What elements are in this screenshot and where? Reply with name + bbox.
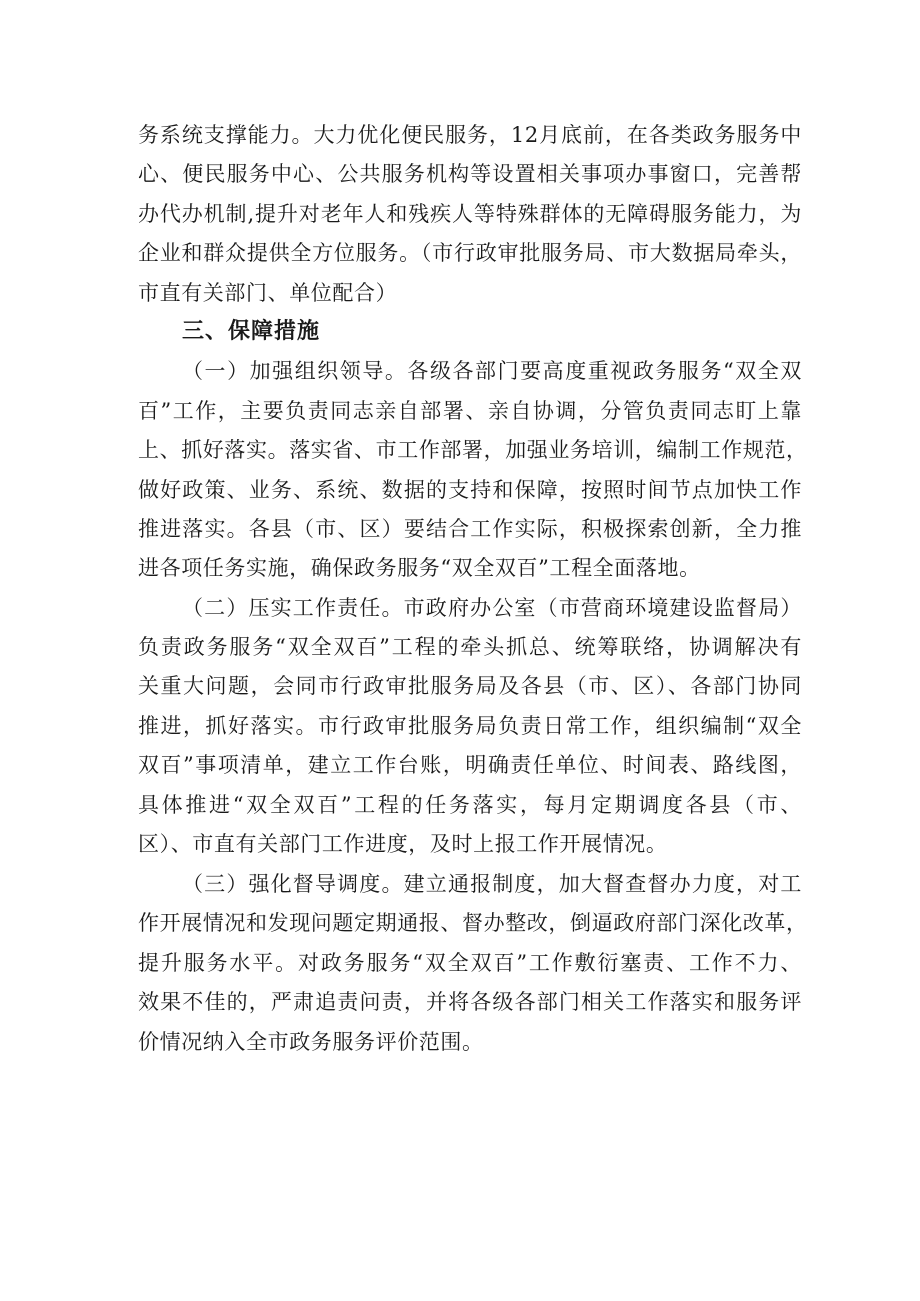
text-line: 上、抓好落实。落实省、市工作部署，加强业务培训，编制工作规范， — [138, 438, 808, 463]
text-line: 做好政策、业务、系统、数据的支持和保障，按照时间节点加快工作 — [138, 477, 802, 502]
text-line: 推进落实。各县（市、区）要结合工作实际，积极探索创新，全力推 — [138, 516, 802, 541]
text-line: （一）加强组织领导。各级各部门要高度重视政务服务“双全双 — [182, 359, 802, 384]
text-line: 作开展情况和发现问题定期通报、督办整改，倒逼政府部门深化改革， — [138, 911, 808, 936]
text-line: 价情况纳入全市政务服务评价范围。 — [138, 1029, 484, 1054]
text-line: （二）压实工作责任。市政府办公室（市营商环境建设监督局） — [182, 595, 802, 620]
text-line: （三）强化督导调度。建立通报制度，加大督查督办力度，对工 — [182, 872, 802, 897]
paragraph-3 — [138, 867, 808, 1059]
paragraph-1 — [138, 354, 808, 585]
text-line: 区）、市直有关部门工作进度，及时上报工作开展情况。 — [138, 832, 668, 857]
paragraph-intro — [138, 118, 802, 310]
text-line: 心、便民服务中心、公共服务机构等设置相关事项办事窗口，完善帮 — [138, 162, 802, 187]
text-line: 推进，抓好落实。市行政审批服务局负责日常工作，组织编制“双全 — [138, 713, 802, 738]
text-line: 务系统支撑能力。大力优化便民服务，12月底前，在各类政务服务中 — [138, 123, 802, 147]
text-line: 负责政务服务“双全双百”工程的牵头抓总、统筹联络，协调解决有 — [138, 635, 802, 660]
text-line: 效果不佳的，严肃追责问责，并将各级各部门相关工作落实和服务评 — [138, 990, 802, 1015]
paragraph-2 — [138, 591, 802, 861]
text-line: 办代办机制,提升对老年人和残疾人等特殊群体的无障碍服务能力，为 — [138, 201, 802, 226]
text-line: 提升服务水平。对政务服务“双全双百”工作敷衍塞责、工作不力、 — [138, 950, 802, 975]
text-line: 进各项任务实施，确保政务服务“双全双百”工程全面落地。 — [138, 556, 701, 581]
text-line: 企业和群众提供全方位服务。（市行政审批服务局、市大数据局牵头， — [138, 241, 802, 266]
text-line: 具体推进“双全双百”工程的任务落实，每月定期调度各县（市、 — [138, 792, 802, 817]
document-page — [138, 118, 808, 1064]
text-line: 百”工作，主要负责同志亲自部署、亲自协调，分管负责同志盯上靠 — [138, 398, 802, 423]
section-heading: 三、保障措施 — [182, 318, 321, 344]
text-line: 双百”事项清单，建立工作台账，明确责任单位、时间表、路线图， — [138, 753, 802, 778]
text-line: 关重大问题，会同市行政审批服务局及各县（市、区）、各部门协同 — [138, 674, 802, 699]
text-line: 市直有关部门、单位配合） — [138, 280, 398, 305]
